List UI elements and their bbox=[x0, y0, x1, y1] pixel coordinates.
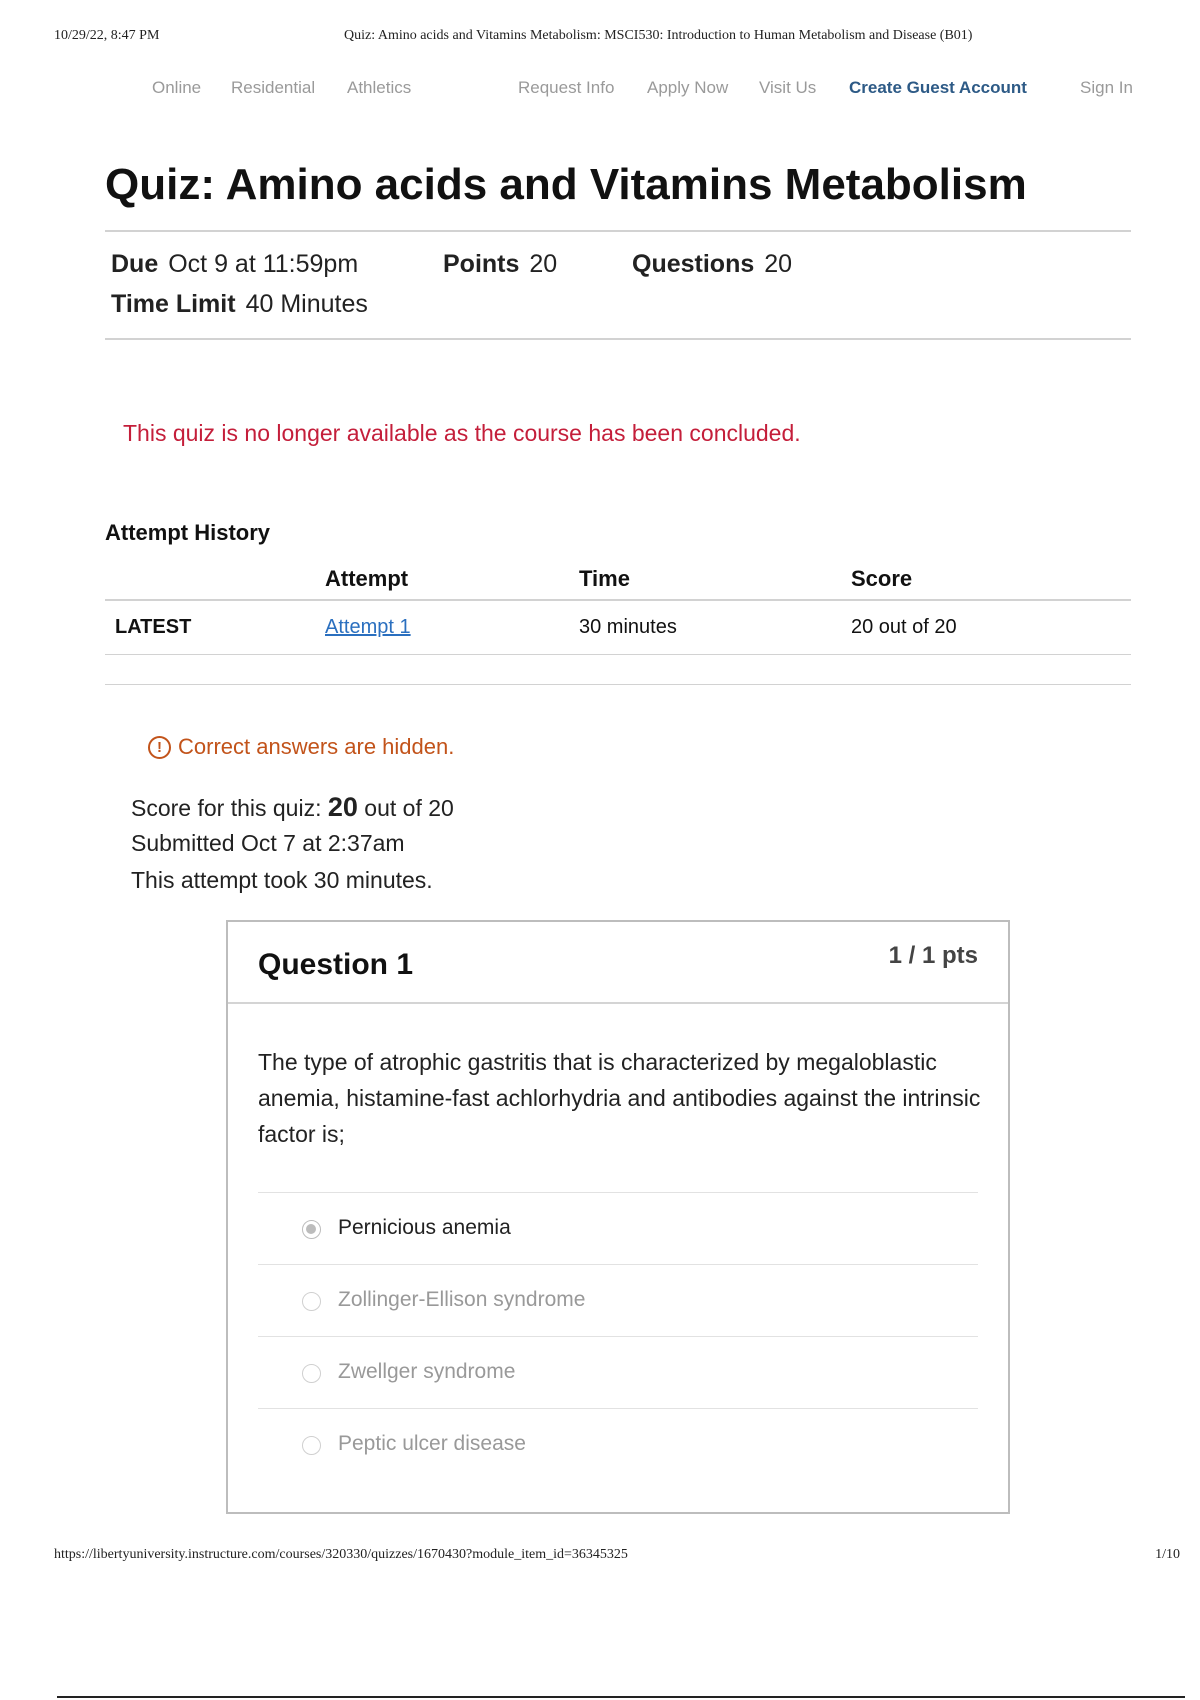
table-row bbox=[105, 600, 1131, 654]
question-card bbox=[226, 920, 1010, 1514]
attempt-duration: This attempt took 30 minutes. bbox=[131, 867, 433, 893]
page-number: 1/10 bbox=[1155, 1547, 1180, 1562]
notice-text: Correct answers are hidden. bbox=[178, 734, 455, 759]
answer-option[interactable] bbox=[258, 1408, 978, 1480]
answer-label: Pernicious anemia bbox=[338, 1216, 511, 1239]
answer-label: Zollinger-Ellison syndrome bbox=[338, 1288, 586, 1311]
table-row-divider bbox=[105, 654, 1131, 655]
points-label: Points bbox=[443, 250, 520, 278]
attempt-score: 20 out of 20 bbox=[851, 616, 957, 638]
points-value: 20 bbox=[529, 250, 558, 278]
print-footer bbox=[54, 1547, 1180, 1567]
nav-link-create-guest-account[interactable]: Create Guest Account bbox=[849, 78, 1027, 97]
question-title: Question 1 bbox=[258, 948, 414, 981]
time-limit-label: Time Limit bbox=[111, 290, 236, 318]
answer-option[interactable] bbox=[258, 1192, 978, 1264]
quiz-unavailable-message: This quiz is no longer available as the course has been concluded. bbox=[123, 420, 801, 446]
radio-icon[interactable] bbox=[302, 1292, 321, 1311]
due-date bbox=[111, 250, 358, 279]
divider bbox=[105, 230, 1131, 232]
print-document-title: Quiz: Amino acids and Vitamins Metabolism: MSCI530: Introduction to Human Metabolism and Disease (B01) bbox=[344, 28, 973, 43]
answer-label: Peptic ulcer disease bbox=[338, 1432, 526, 1455]
latest-tag: LATEST bbox=[115, 616, 192, 638]
question-text: The type of atrophic gastritis that is characterized by megaloblastic anemia, histamine-fast achlorhydria and antibodies against the intrinsic factor is; bbox=[258, 1049, 981, 1147]
time-limit bbox=[111, 290, 368, 319]
correct-answers-hidden-notice bbox=[148, 734, 454, 760]
points bbox=[443, 250, 557, 279]
due-value: Oct 9 at 11:59pm bbox=[168, 250, 359, 278]
nav-link-visit-us[interactable]: Visit Us bbox=[759, 78, 817, 97]
nav-link-request-info[interactable]: Request Info bbox=[518, 78, 615, 97]
attempt-link-cell bbox=[325, 616, 411, 639]
print-date: 10/29/22, 8:47 PM bbox=[54, 28, 160, 43]
page-title: Quiz: Amino acids and Vitamins Metabolism bbox=[105, 160, 1027, 209]
page-bottom-rule bbox=[57, 1696, 1185, 1698]
alert-circle-icon: ! bbox=[148, 736, 171, 759]
print-header bbox=[54, 28, 1180, 48]
radio-icon[interactable] bbox=[302, 1364, 321, 1383]
answer-option[interactable] bbox=[258, 1336, 978, 1408]
radio-selected-icon[interactable] bbox=[302, 1220, 321, 1239]
questions-label: Questions bbox=[632, 250, 755, 278]
column-header-time: Time bbox=[579, 566, 630, 591]
nav-link-apply-now[interactable]: Apply Now bbox=[647, 78, 729, 97]
nav-link-athletics[interactable]: Athletics bbox=[347, 78, 412, 97]
question-points: 1 / 1 pts bbox=[888, 942, 978, 969]
column-header-attempt: Attempt bbox=[325, 566, 409, 591]
nav-link-residential[interactable]: Residential bbox=[231, 78, 316, 97]
time-limit-value: 40 Minutes bbox=[245, 290, 368, 318]
attempt-1-link[interactable]: Attempt 1 bbox=[325, 616, 411, 638]
score-prefix: Score for this quiz: bbox=[131, 795, 322, 821]
score-summary bbox=[131, 792, 454, 823]
print-url: https://libertyuniversity.instructure.com/courses/320330/quizzes/1670430?module_item_id=36345325 bbox=[54, 1547, 628, 1562]
divider bbox=[105, 338, 1131, 340]
divider bbox=[105, 684, 1131, 685]
questions-count bbox=[632, 250, 792, 279]
attempt-time: 30 minutes bbox=[579, 616, 677, 638]
top-navigation bbox=[0, 78, 1200, 102]
due-label: Due bbox=[111, 250, 159, 278]
answer-option[interactable] bbox=[258, 1264, 978, 1336]
submitted-date: Submitted Oct 7 at 2:37am bbox=[131, 830, 405, 856]
answer-label: Zwellger syndrome bbox=[338, 1360, 516, 1383]
score-suffix: out of 20 bbox=[364, 795, 454, 821]
attempt-history-heading: Attempt History bbox=[105, 520, 271, 545]
questions-value: 20 bbox=[764, 250, 793, 278]
radio-icon[interactable] bbox=[302, 1436, 321, 1455]
score-value: 20 bbox=[327, 792, 358, 822]
nav-link-sign-in[interactable]: Sign In bbox=[1080, 78, 1133, 97]
nav-link-online[interactable]: Online bbox=[152, 78, 202, 97]
column-header-score: Score bbox=[851, 566, 913, 591]
question-header bbox=[228, 922, 1008, 1004]
